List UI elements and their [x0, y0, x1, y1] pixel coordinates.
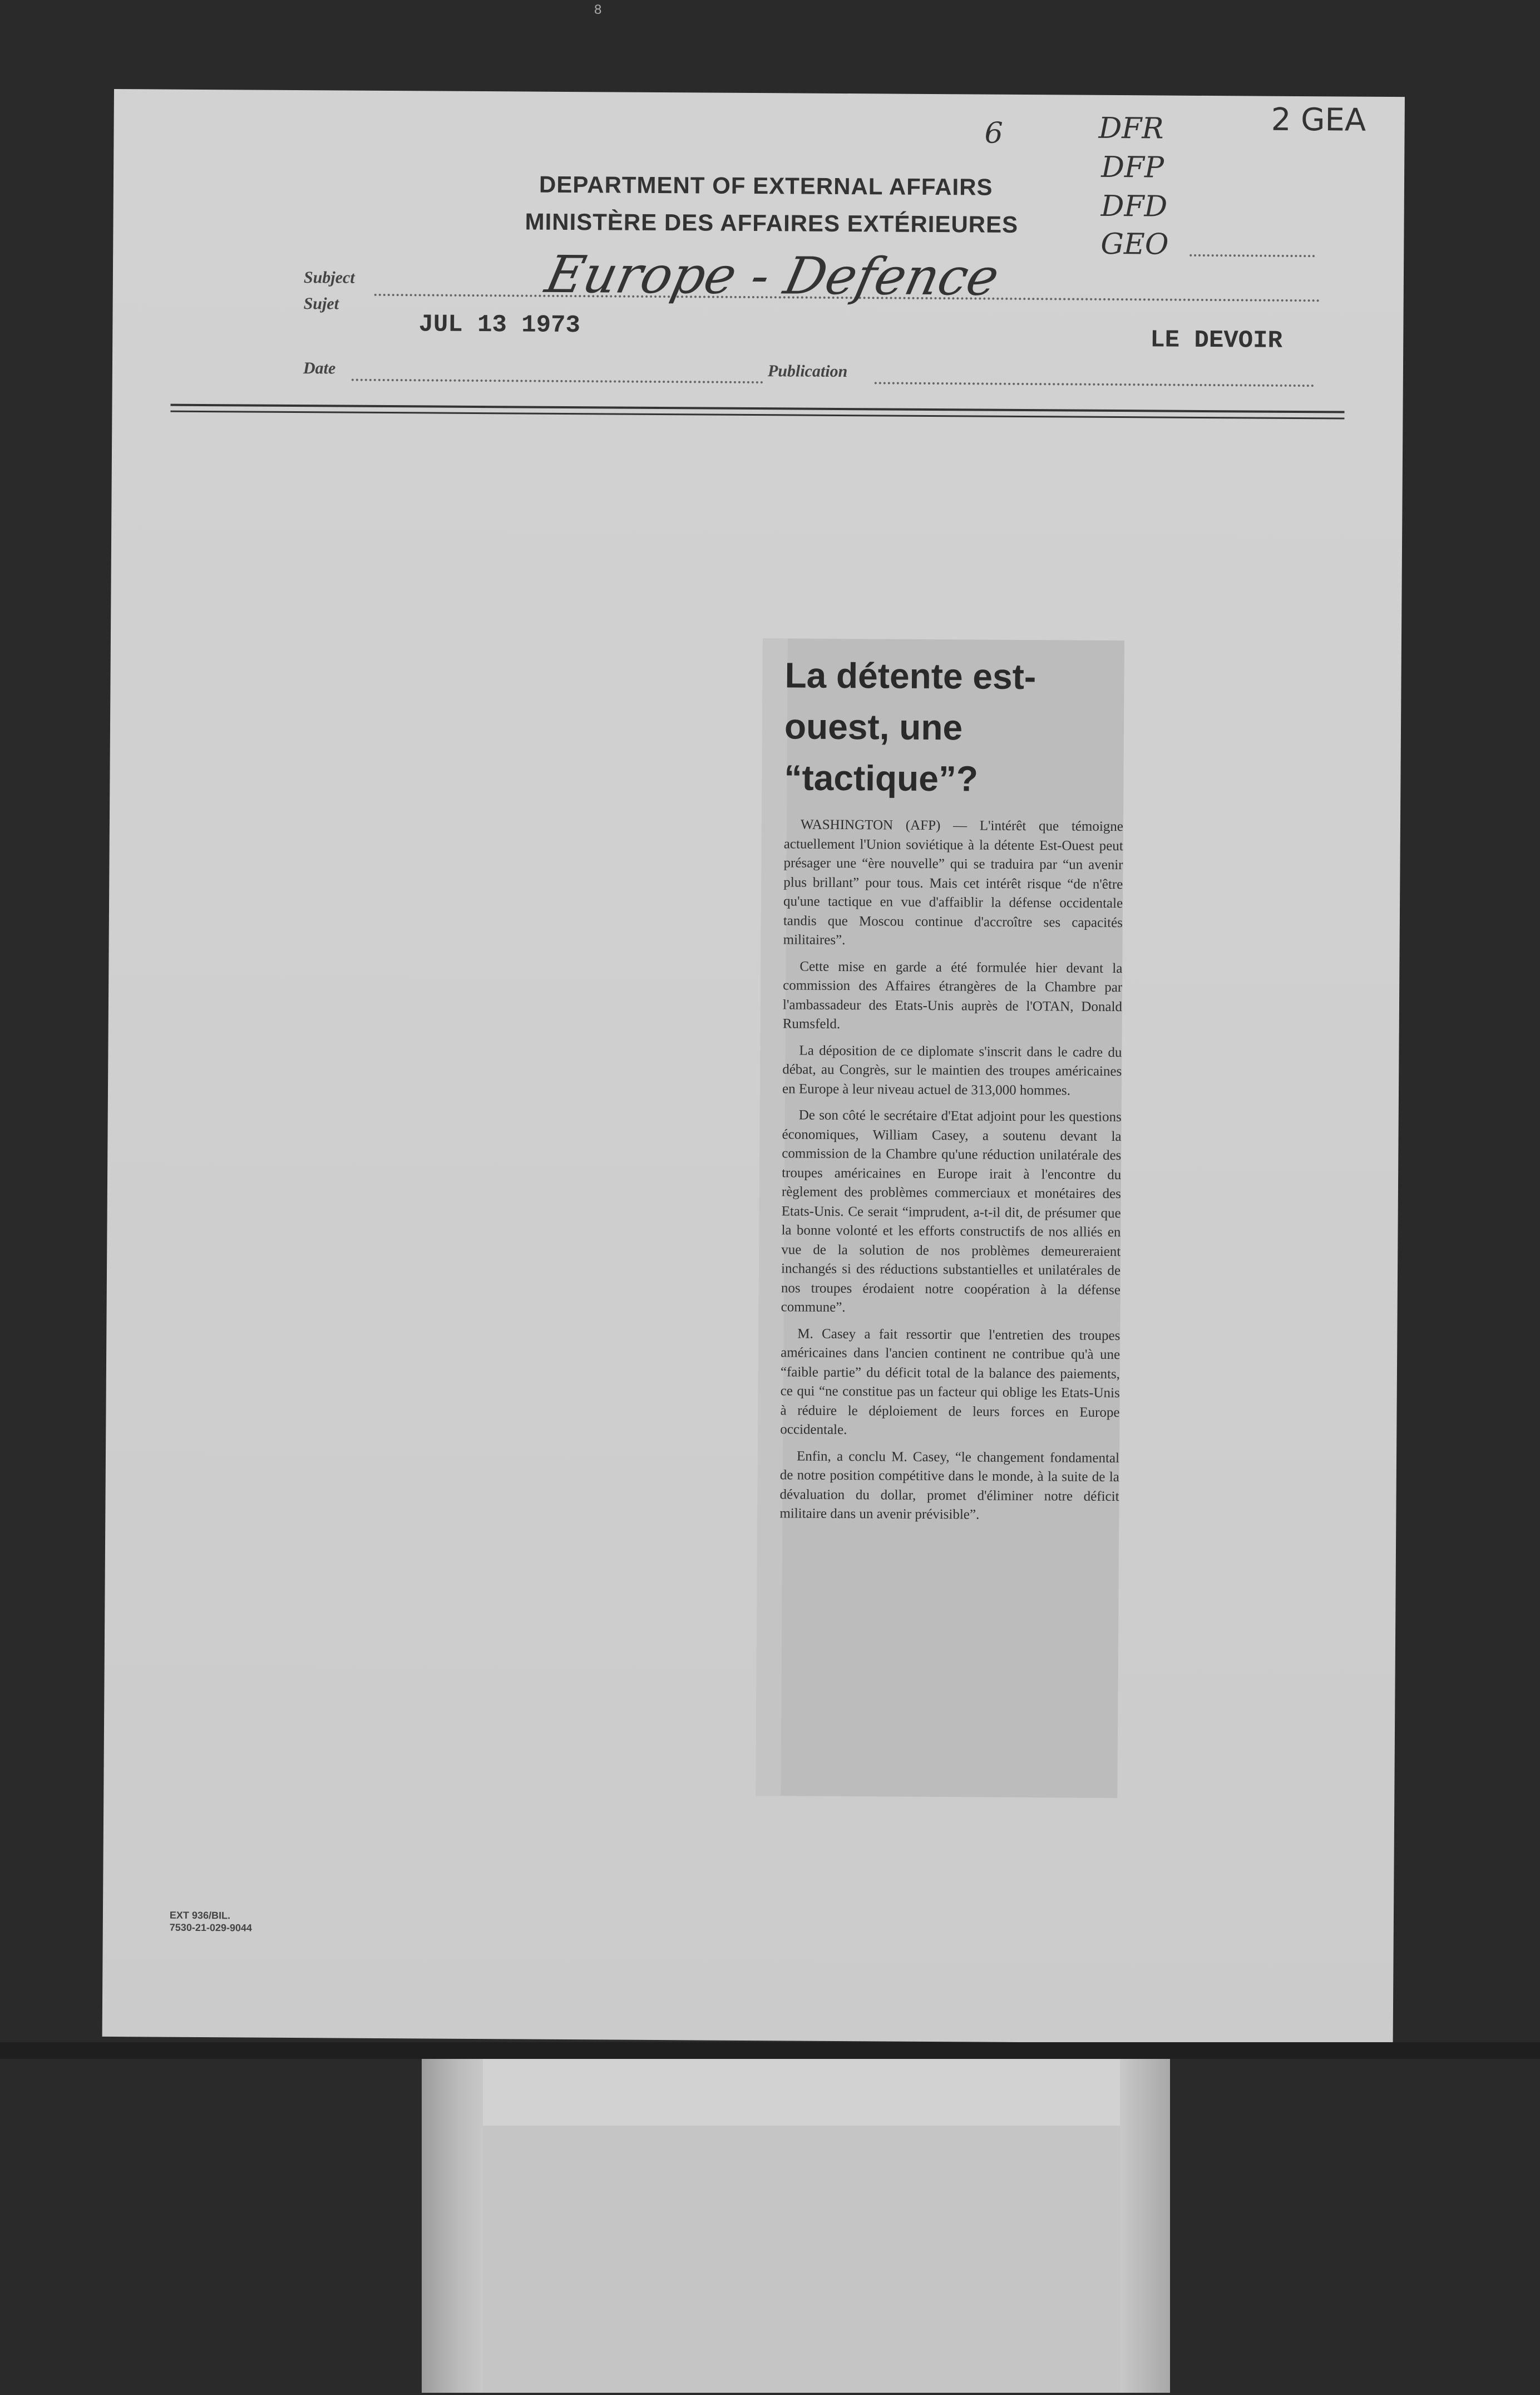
- next-frame-fragment: [422, 2059, 1170, 2393]
- article-paragraph: La déposition de ce diplomate s'inscrit dans le cadre du débat, au Congrès, sur le maintien des troupes américaines en Europe à leur niveau actuel de 313,000 hommes.: [782, 1043, 1122, 1098]
- file-code-handwritten: 2 GEA: [1271, 101, 1366, 139]
- article-paragraph: WASHINGTON (AFP) — L'intérêt que témoigne actuellement l'Union soviétique à la détente Est-Ouest peut présager une “ère nouvelle” qui se traduira par “un avenir plus brillant” pour tous. Mais cet intérêt risque “de n'être qu'une tactique en vue d'affaiblir la défense occidentale tandis que Moscou continue d'accroître ses capacités militaires”.: [783, 817, 1124, 948]
- subject-handwritten: Europe - Defence: [540, 244, 1005, 307]
- film-gap: [0, 2042, 1540, 2059]
- article-paragraph: M. Casey a fait ressortir que l'entretien des troupes américaines dans l'ancien continent ne contribue qu'à une “faible partie” du déficit total de la balance des paiements, ce qui “ne constitue pas un facteur qui oblige les Etats-Unis à réduire le déploiement de leurs forces en Europe occidentale.: [780, 1326, 1121, 1438]
- article-body: [779, 815, 1123, 1532]
- routing-dotted-line: [1189, 254, 1315, 257]
- routing-entry: DFP: [1100, 150, 1164, 185]
- routing-entry: DFR: [1098, 111, 1164, 146]
- top-mark: 8: [594, 2, 602, 17]
- next-frame-band: [422, 2059, 1170, 2126]
- article-paragraph: De son côté le secrétaire d'Etat adjoint pour les questions économiques, William Casey, a soutenu devant la commission de la Chambre qu'une réduction unilatérale des troupes américaines en Europe irait à l'encontre du règlement des problèmes commerciaux et monétaires des Etats-Unis. Ce serait “imprudent, a-t-il dit, de présumer que la bonne volonté et les efforts constructifs de nos alliés en vue de la solution de nos problèmes demeureraient inchangés si des réductions substantielles et unilatérales de nos troupes érodaient notre coopération à la défense commune”.: [781, 1107, 1122, 1315]
- article-paragraph: Cette mise en garde a été formulée hier devant la commission des Affaires étrangères de la Chambre par l'ambassadeur des Etats-Unis auprès de l'OTAN, Donald Rumsfeld.: [782, 959, 1123, 1032]
- publication-label: Publication: [767, 362, 848, 381]
- routing-entry: GEO: [1100, 227, 1169, 262]
- page-number-handwritten: 6: [984, 116, 1003, 150]
- newspaper-clipping: [756, 638, 1124, 1798]
- next-frame-left-edge: [422, 2059, 483, 2393]
- date-label: Date: [303, 359, 336, 378]
- date-stamp: JUL 13 1973: [418, 311, 581, 340]
- next-frame-right-edge: [1120, 2059, 1170, 2393]
- department-english: DEPARTMENT OF EXTERNAL AFFAIRS: [539, 171, 993, 200]
- sujet-label: Sujet: [303, 294, 339, 313]
- subject-label: Subject: [303, 268, 355, 287]
- publication-stamp: LE DEVOIR: [1150, 326, 1283, 355]
- routing-entry: DFD: [1100, 189, 1168, 224]
- department-french: MINISTÈRE DES AFFAIRES EXTÉRIEURES: [525, 208, 1019, 238]
- date-dotted-line: [352, 379, 763, 384]
- article-paragraph: Enfin, a conclu M. Casey, “le changement fondamental de notre position compétitive dans le monde, à la suite de la dévaluation du dollar, promet d'éliminer notre déficit militaire dans un avenir prévisible”.: [779, 1448, 1120, 1522]
- publication-dotted-line: [875, 382, 1314, 387]
- clipping-form-sheet: [102, 89, 1405, 2044]
- article-headline: La détente est-ouest, une “tactique”?: [784, 655, 1036, 799]
- form-number: EXT 936/BIL. 7530-21-029-9044: [169, 1909, 253, 1934]
